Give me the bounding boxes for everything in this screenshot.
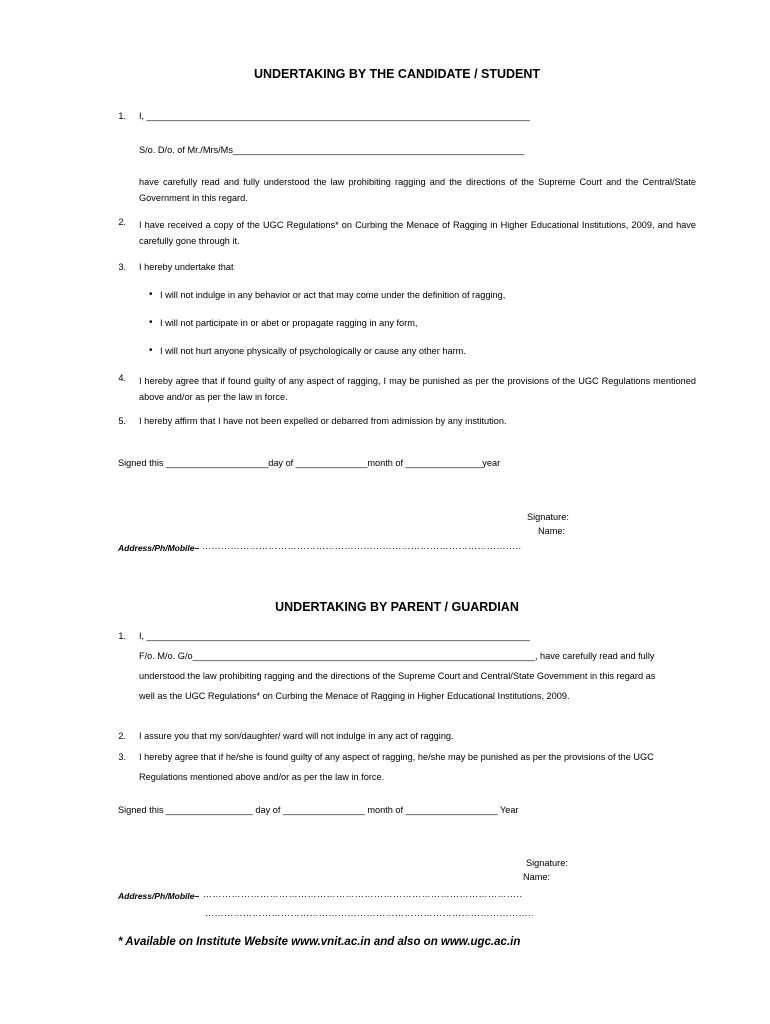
student-item-5-text: I hereby affirm that I have not been expelled or debarred from admission by any institution. [139,416,507,426]
student-item-1-number: 1. [118,111,126,121]
footnote-website: * Available on Institute Website www.vnit.ac.in and also on www.ugc.ac.in [118,936,521,948]
parent-item-1-number: 1. [118,631,126,641]
parent-undertaking-title: UNDERTAKING BY PARENT / GUARDIAN [275,600,519,614]
student-item-3-number: 3. [118,262,126,272]
student-signed-date-line[interactable]: Signed this ____________________day of ______________month of _______________year [118,458,501,468]
parent-signed-date-line[interactable]: Signed this _________________ day of ________________ month of __________________ Year [118,805,519,815]
parent-ward-name-line[interactable]: F/o. M/o. G/o___________________________________________________________________, have carefully read and fully [139,651,655,661]
parent-address-label: Address/Ph/Mobile– [118,891,200,901]
student-item-4-number: 4. [118,373,126,383]
student-address-line[interactable]: ……………………………………………………………………………………….. [202,541,522,551]
student-item-4-text: I hereby agree that if found guilty of any aspect of ragging, I may be punished as per the provisions of the UGC Regulations mentioned above and/or as per the law in force. [139,376,696,402]
student-understood-paragraph: have carefully read and fully understood the law prohibiting ragging and the directions of the Supreme Court and the Central/State Government in this regard. [139,177,696,203]
student-item-2-text: I have received a copy of the UGC Regulations* on Curbing the Menace of Ragging in Higher Educational Institutions, 2009, and have carefully gone through it. [139,220,696,246]
parent-item-3-number: 3. [118,752,126,762]
student-address-label: Address/Ph/Mobile– [118,543,200,553]
parent-signature-label: Signature: [526,858,568,868]
parent-name-line[interactable]: I, ___________________________________________________________________________ [139,631,530,641]
student-bullet-item: • I will not participate in or abet or propagate ragging in any form, [160,318,417,328]
student-bullet-item: • I will not indulge in any behavior or act that may come under the definition of ragging, [160,290,505,300]
parent-address-line-2[interactable]: ………………………………………………………………………………………….. [205,908,535,918]
parent-item-3-line-2: Regulations mentioned above and/or as per the law in force. [139,772,385,782]
student-name-line[interactable]: I, ___________________________________________________________________________ [139,111,530,121]
parent-understood-line-1: understood the law prohibiting ragging and the directions of the Supreme Court and Central/State Government in this regard as [139,671,656,681]
student-item-2-number: 2. [118,217,126,227]
student-parent-name-line[interactable]: S/o. D/o. of Mr./Mrs/Ms_________________________________________________________ [139,145,525,155]
parent-name-label: Name: [523,872,551,882]
parent-understood-line-2: well as the UGC Regulations* on Curbing the Menace of Ragging in Higher Educational Institutions, 2009. [139,691,570,701]
parent-item-3-line-1: I hereby agree that if he/she is found guilty of any aspect of ragging, he/she may be punished as per the provisions of the UGC [139,752,654,762]
student-item-3-text: I hereby undertake that [139,262,234,272]
student-signature-label: Signature: [527,512,569,522]
student-name-label: Name: [538,526,566,536]
student-item-5-number: 5. [118,416,126,426]
student-undertaking-title: UNDERTAKING BY THE CANDIDATE / STUDENT [253,67,541,81]
parent-item-2-text: I assure you that my son/daughter/ ward will not indulge in any act of ragging. [139,731,454,741]
parent-address-line-1[interactable]: ……………………………………………………………………………………….. [203,889,523,899]
parent-item-2-number: 2. [118,731,126,741]
student-bullet-item: • I will not hurt anyone physically of psychologically or cause any other harm. [160,346,466,356]
